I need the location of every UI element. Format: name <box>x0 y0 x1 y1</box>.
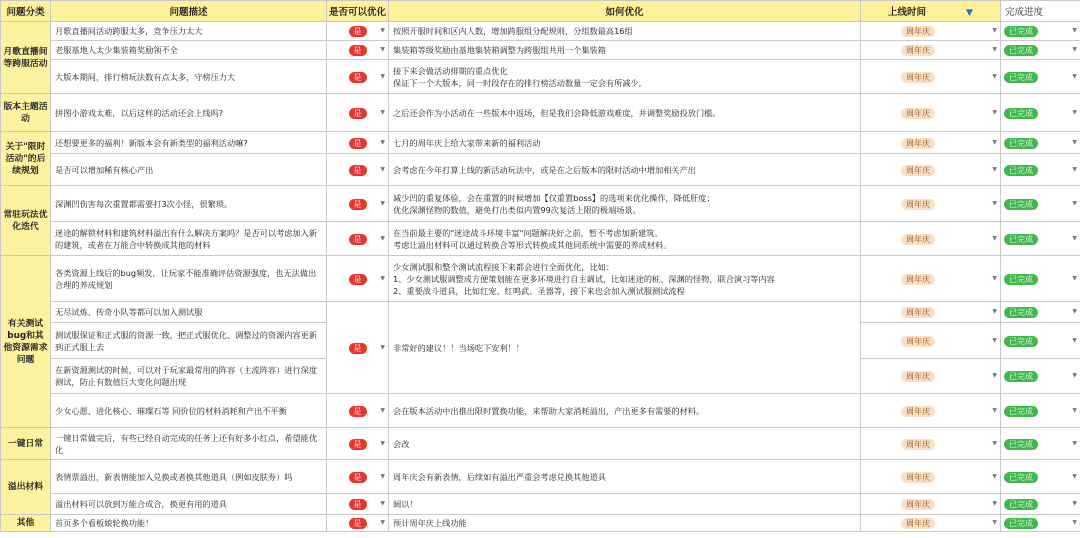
how-cell[interactable]: 集装箱等级奖励由基地集装箱调整为跨服组共用一个集装箱 <box>389 41 861 60</box>
optimizable-cell[interactable] <box>327 256 389 302</box>
header-optimizable[interactable]: 是否可以优化 <box>327 1 389 22</box>
yes-badge: 是 <box>349 499 367 510</box>
dropdown-arrow-icon[interactable]: ▼ <box>992 500 997 507</box>
dropdown-arrow-icon[interactable]: ▼ <box>380 439 385 447</box>
category-cell: 溢出材料 <box>1 460 51 515</box>
dropdown-arrow-icon[interactable]: ▼ <box>1072 138 1077 146</box>
description-cell[interactable]: 还想要更多的福利！新版本会有新类型的福利活动嘛? <box>51 132 327 154</box>
dropdown-arrow-icon[interactable]: ▼ <box>380 500 385 507</box>
dropdown-arrow-icon[interactable]: ▼ <box>1072 439 1077 447</box>
optimizable-cell[interactable] <box>327 154 389 186</box>
description-cell[interactable]: 无尽试炼、传奇小队等都可以加入测试服 <box>51 302 327 323</box>
optimizable-cell[interactable] <box>327 41 389 60</box>
category-cell: 常驻玩法优化迭代 <box>1 186 51 256</box>
yes-badge: 是 <box>349 406 367 417</box>
table-row <box>1 256 1080 302</box>
dropdown-arrow-icon[interactable]: ▼ <box>992 439 997 447</box>
online-cell[interactable] <box>861 494 1001 515</box>
status-cell[interactable] <box>1001 94 1080 132</box>
status-badge: 已完成 <box>1004 518 1038 529</box>
table-row <box>1 394 1080 428</box>
status-cell[interactable] <box>1001 359 1080 394</box>
how-cell[interactable]: 按照开服时间和区内人数，增加跨服组分配规则，分组数最高16组 <box>389 22 861 41</box>
online-badge: 周年庆 <box>901 336 935 347</box>
status-badge: 已完成 <box>1004 72 1038 83</box>
online-cell[interactable] <box>861 394 1001 428</box>
yes-badge: 是 <box>349 439 367 450</box>
online-badge: 周年庆 <box>901 199 935 210</box>
optimizable-cell[interactable] <box>327 515 389 532</box>
description-cell[interactable]: 少女心愿、进化核心、璀璨石等 同价位的材料消耗和产出不平衡 <box>51 394 327 428</box>
online-cell[interactable] <box>861 302 1001 323</box>
how-cell[interactable]: 会考虑在今年打算上线的新活动玩法中，或是在之后版本的限时活动中增加相关产出 <box>389 154 861 186</box>
category-cell: 其他 <box>1 515 51 532</box>
filter-icon[interactable]: ▼ <box>966 8 973 18</box>
status-cell[interactable] <box>1001 60 1080 94</box>
online-badge: 周年庆 <box>901 108 935 119</box>
dropdown-arrow-icon[interactable]: ▼ <box>992 406 997 414</box>
how-cell[interactable]: 接下来会做活动排期的重点优化 保证下一个大版本，同一时段存在的排行榜活动数量一定会有所减少。 <box>389 60 861 94</box>
optimizable-cell[interactable] <box>327 428 389 460</box>
dropdown-arrow-icon[interactable]: ▼ <box>380 46 385 53</box>
how-cell[interactable]: 会在版本活动中出推出限时置换功能，来帮助大家消耗溢出，产出更多有需要的材料。 <box>389 394 861 428</box>
dropdown-arrow-icon[interactable]: ▼ <box>1072 165 1077 173</box>
yes-badge: 是 <box>349 138 367 149</box>
online-cell[interactable] <box>861 256 1001 302</box>
how-cell[interactable]: 在当前最主要的"迷途战斗环境丰富"问题解决好之前，暂不考虑加新建筑。 考虑让溢出材料可以通过转换合等形式转换成其他同系统中需要的养成材料。 <box>389 222 861 256</box>
dropdown-arrow-icon[interactable]: ▼ <box>992 138 997 146</box>
dropdown-arrow-icon[interactable]: ▼ <box>992 234 997 242</box>
status-badge: 已完成 <box>1004 499 1038 510</box>
header-category[interactable]: 问题分类 <box>1 1 51 22</box>
dropdown-arrow-icon[interactable]: ▼ <box>1072 72 1077 80</box>
how-cell[interactable]: 非常好的建议！！当场吃下安利！！ <box>389 302 861 394</box>
category-cell: 关于"限时活动"的后续规划 <box>1 132 51 186</box>
yes-badge: 是 <box>349 108 367 119</box>
header-description[interactable]: 问题描述 <box>51 1 327 22</box>
table-row <box>1 428 1080 460</box>
yes-badge: 是 <box>349 26 367 37</box>
description-cell[interactable]: 迷途的解锁材料和建筑材料溢出有什么解决方案吗？是否可以考虑加入新的建筑，或者在万能合中转换成其他的材料 <box>51 222 327 256</box>
description-cell[interactable]: 各类资源上线后的bug频发，让玩家不能准确评估资源强度，也无法做出合理的养成规划 <box>51 256 327 302</box>
online-badge: 周年庆 <box>901 274 935 285</box>
status-badge: 已完成 <box>1004 165 1038 176</box>
optimizable-cell[interactable] <box>327 460 389 494</box>
description-cell[interactable]: 溢出材料可以放到万能合成合，换更有用的道具 <box>51 494 327 515</box>
online-badge: 周年庆 <box>901 72 935 83</box>
optimizable-cell[interactable] <box>327 394 389 428</box>
dropdown-arrow-icon[interactable]: ▼ <box>1072 519 1077 526</box>
dropdown-arrow-icon[interactable]: ▼ <box>1072 274 1077 282</box>
dropdown-arrow-icon[interactable]: ▼ <box>1072 108 1077 116</box>
yes-badge: 是 <box>349 165 367 176</box>
description-cell[interactable]: 首页多个看板娘轮换功能！ <box>51 515 327 532</box>
status-badge: 已完成 <box>1004 307 1038 318</box>
dropdown-arrow-icon[interactable]: ▼ <box>380 343 385 351</box>
how-cell[interactable]: 减少凹的重复体验，会在重置的时候增加【仅重置boss】的选项来优化操作，降低肝度； 优化深渊怪物的数值，避免打出类似内置99次复活上限的极端场景。 <box>389 186 861 222</box>
online-badge: 周年庆 <box>901 26 935 37</box>
dropdown-arrow-icon[interactable]: ▼ <box>380 27 385 34</box>
status-badge: 已完成 <box>1004 472 1038 483</box>
optimizable-cell[interactable] <box>327 22 389 41</box>
dropdown-arrow-icon[interactable]: ▼ <box>1072 234 1077 242</box>
category-cell: 版本主题活动 <box>1 94 51 132</box>
table-row <box>1 515 1080 532</box>
status-badge: 已完成 <box>1004 26 1038 37</box>
dropdown-arrow-icon[interactable]: ▼ <box>380 519 385 526</box>
table-row <box>1 154 1080 186</box>
status-cell[interactable] <box>1001 256 1080 302</box>
dropdown-arrow-icon[interactable]: ▼ <box>1072 372 1077 379</box>
status-cell[interactable] <box>1001 302 1080 323</box>
status-cell[interactable] <box>1001 154 1080 186</box>
table-row <box>1 460 1080 494</box>
category-cell: 一键日常 <box>1 428 51 460</box>
online-badge: 周年庆 <box>901 472 935 483</box>
dropdown-arrow-icon[interactable]: ▼ <box>992 199 997 207</box>
how-cell[interactable]: 预计周年庆上线功能 <box>389 515 861 532</box>
dropdown-arrow-icon[interactable]: ▼ <box>992 46 997 53</box>
header-online-label: 上线时间 <box>888 7 927 18</box>
dropdown-arrow-icon[interactable]: ▼ <box>1072 308 1077 315</box>
description-cell[interactable]: 深渊凹伤害每次重置都需要打3次小怪，很繁琐。 <box>51 186 327 222</box>
online-cell[interactable] <box>861 154 1001 186</box>
online-cell[interactable] <box>861 359 1001 394</box>
yes-badge: 是 <box>349 274 367 285</box>
yes-badge: 是 <box>349 45 367 56</box>
how-cell[interactable]: 之后还会作为小活动在一些版本中返场，但是我们会降低游戏难度，并调整奖励投放门槛。 <box>389 94 861 132</box>
table-row <box>1 186 1080 222</box>
dropdown-arrow-icon[interactable]: ▼ <box>380 165 385 173</box>
category-cell: 有关测试bug和其他资源需求问题 <box>1 256 51 428</box>
dropdown-arrow-icon[interactable]: ▼ <box>380 406 385 414</box>
description-cell[interactable]: 拼图小游戏太难，以后这样的活动还会上线吗? <box>51 94 327 132</box>
online-cell[interactable] <box>861 323 1001 359</box>
status-cell[interactable] <box>1001 222 1080 256</box>
header-how[interactable]: 如何优化 <box>389 1 861 22</box>
optimizable-cell[interactable] <box>327 94 389 132</box>
dropdown-arrow-icon[interactable]: ▼ <box>992 27 997 34</box>
optimizable-cell[interactable] <box>327 302 389 394</box>
dropdown-arrow-icon[interactable]: ▼ <box>992 165 997 173</box>
status-badge: 已完成 <box>1004 336 1038 347</box>
dropdown-arrow-icon[interactable]: ▼ <box>380 72 385 80</box>
online-cell[interactable] <box>861 132 1001 154</box>
optimizable-cell[interactable] <box>327 222 389 256</box>
dropdown-arrow-icon[interactable]: ▼ <box>380 274 385 282</box>
how-cell[interactable]: 阔以！ <box>389 494 861 515</box>
dropdown-arrow-icon[interactable]: ▼ <box>380 234 385 242</box>
dropdown-arrow-icon[interactable]: ▼ <box>1072 500 1077 507</box>
online-badge: 周年庆 <box>901 165 935 176</box>
online-badge: 周年庆 <box>901 45 935 56</box>
online-badge: 周年庆 <box>901 138 935 149</box>
online-cell[interactable] <box>861 22 1001 41</box>
status-badge: 已完成 <box>1004 108 1038 119</box>
online-cell[interactable] <box>861 60 1001 94</box>
yes-badge: 是 <box>349 199 367 210</box>
online-cell[interactable] <box>861 222 1001 256</box>
table-row <box>1 60 1080 94</box>
yes-badge: 是 <box>349 72 367 83</box>
status-cell[interactable] <box>1001 515 1080 532</box>
online-badge: 周年庆 <box>901 307 935 318</box>
dropdown-arrow-icon[interactable]: ▼ <box>992 336 997 344</box>
yes-badge: 是 <box>349 343 367 354</box>
dropdown-arrow-icon[interactable]: ▼ <box>992 72 997 80</box>
status-cell[interactable] <box>1001 323 1080 359</box>
how-cell[interactable]: 周年庆会有新表情，后续如有溢出严重会考虑兑换其他道具 <box>389 460 861 494</box>
optimizable-cell[interactable] <box>327 186 389 222</box>
dropdown-arrow-icon[interactable]: ▼ <box>992 308 997 315</box>
dropdown-arrow-icon[interactable]: ▼ <box>992 472 997 480</box>
header-status[interactable]: 完成进度 <box>1001 1 1080 22</box>
description-cell[interactable]: 表情票溢出，新表情能加入兑换或者换其他道具（例如皮肤券）吗 <box>51 460 327 494</box>
dropdown-arrow-icon[interactable]: ▼ <box>992 519 997 526</box>
table-row <box>1 132 1080 154</box>
description-cell[interactable]: 月歌直播间活动跨服太多，竞争压力太大 <box>51 22 327 41</box>
online-badge: 周年庆 <box>901 499 935 510</box>
how-cell[interactable]: 少女测试服和整个测试流程接下来都会进行全面优化，比如： 1、少女测试服调整成方便策划能在更多环境进行自主调试，比如迷途的桩、深渊的怪物，联合演习等内容 2、重要战斗道具，比如红宠、红鸣武、圣器等，接下来也会加入测试服测试流程 <box>389 256 861 302</box>
how-cell[interactable]: 会改 <box>389 428 861 460</box>
dropdown-arrow-icon[interactable]: ▼ <box>1072 406 1077 414</box>
yes-badge: 是 <box>349 472 367 483</box>
optimizable-cell[interactable] <box>327 132 389 154</box>
online-badge: 周年庆 <box>901 518 935 529</box>
dropdown-arrow-icon[interactable]: ▼ <box>1072 199 1077 207</box>
optimizable-cell[interactable] <box>327 494 389 515</box>
status-badge: 已完成 <box>1004 406 1038 417</box>
status-badge: 已完成 <box>1004 234 1038 245</box>
table-row <box>1 494 1080 515</box>
category-cell: 月歌直播间等跨服活动 <box>1 22 51 94</box>
description-cell[interactable]: 测试服保证和正式服的资源一致，把正式服优化、调整过的资源内容更新到正式服上去 <box>51 323 327 359</box>
online-cell[interactable] <box>861 41 1001 60</box>
status-cell[interactable] <box>1001 494 1080 515</box>
status-cell[interactable] <box>1001 186 1080 222</box>
status-badge: 已完成 <box>1004 199 1038 210</box>
dropdown-arrow-icon[interactable]: ▼ <box>992 372 997 379</box>
online-cell[interactable] <box>861 460 1001 494</box>
dropdown-arrow-icon[interactable]: ▼ <box>380 472 385 480</box>
dropdown-arrow-icon[interactable]: ▼ <box>380 138 385 146</box>
status-cell[interactable] <box>1001 22 1080 41</box>
header-online[interactable] <box>861 1 1001 22</box>
description-cell[interactable]: 大版本期间，排行榜玩法数有点太多，守榜压力大 <box>51 60 327 94</box>
table-row <box>1 41 1080 60</box>
status-badge: 已完成 <box>1004 274 1038 285</box>
description-cell[interactable]: 是否可以增加稀有核心产出 <box>51 154 327 186</box>
online-cell[interactable] <box>861 94 1001 132</box>
yes-badge: 是 <box>349 234 367 245</box>
status-cell[interactable] <box>1001 428 1080 460</box>
dropdown-arrow-icon[interactable]: ▼ <box>992 274 997 282</box>
table-row <box>1 94 1080 132</box>
table-row <box>1 222 1080 256</box>
online-badge: 周年庆 <box>901 439 935 450</box>
online-badge: 周年庆 <box>901 371 935 382</box>
online-badge: 周年庆 <box>901 406 935 417</box>
status-badge: 已完成 <box>1004 371 1038 382</box>
dropdown-arrow-icon[interactable]: ▼ <box>1072 336 1077 344</box>
online-cell[interactable] <box>861 428 1001 460</box>
dropdown-arrow-icon[interactable]: ▼ <box>380 199 385 207</box>
status-cell[interactable] <box>1001 41 1080 60</box>
status-cell[interactable] <box>1001 132 1080 154</box>
online-cell[interactable] <box>861 186 1001 222</box>
online-badge: 周年庆 <box>901 234 935 245</box>
header-row <box>1 1 1080 22</box>
yes-badge: 是 <box>349 518 367 529</box>
online-cell[interactable] <box>861 515 1001 532</box>
description-cell[interactable]: 在新资源测试的时候，可以对于玩家最常用的阵容（主流阵容）进行深度测试，防止有数值巨大变化问题出现 <box>51 359 327 394</box>
description-cell[interactable]: 一键日常做完后，有些已经自动完成的任务上还有好多小红点，希望能优化 <box>51 428 327 460</box>
dropdown-arrow-icon[interactable]: ▼ <box>1072 46 1077 53</box>
table-row <box>1 22 1080 41</box>
status-cell[interactable] <box>1001 460 1080 494</box>
dropdown-arrow-icon[interactable]: ▼ <box>1072 472 1077 480</box>
optimizable-cell[interactable] <box>327 60 389 94</box>
description-cell[interactable]: 老服基地人太少集装箱奖励领不全 <box>51 41 327 60</box>
status-badge: 已完成 <box>1004 138 1038 149</box>
status-cell[interactable] <box>1001 394 1080 428</box>
table-row <box>1 302 1080 323</box>
status-badge: 已完成 <box>1004 439 1038 450</box>
dropdown-arrow-icon[interactable]: ▼ <box>1072 27 1077 34</box>
dropdown-arrow-icon[interactable]: ▼ <box>380 108 385 116</box>
status-badge: 已完成 <box>1004 45 1038 56</box>
dropdown-arrow-icon[interactable]: ▼ <box>992 108 997 116</box>
how-cell[interactable]: 七月的周年庆上给大家带来新的福利活动 <box>389 132 861 154</box>
